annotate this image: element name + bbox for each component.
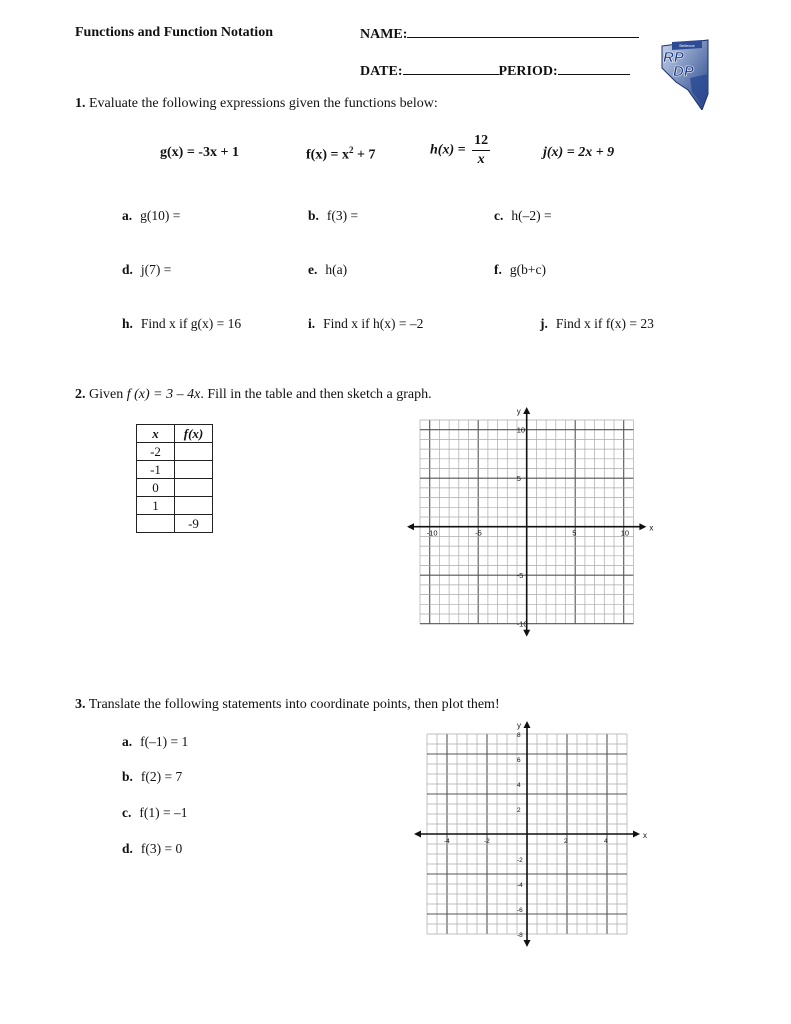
x-axis-arrow-right <box>633 831 640 838</box>
name-label: NAME: <box>360 27 408 42</box>
table-row: -9 <box>137 515 213 533</box>
q3-item-a: a. f(–1) = 1 <box>122 734 189 749</box>
x-axis-arrow-left <box>414 831 421 838</box>
y-tick-label: -6 <box>517 907 523 914</box>
q3-number: 3. <box>75 697 86 712</box>
x-tick-label: -4 <box>444 838 450 845</box>
y-axis-label: y <box>516 407 521 416</box>
x-tick-label: -2 <box>484 838 490 845</box>
date-period-fields <box>360 62 630 80</box>
q1-item-e: e. h(a) <box>308 262 348 277</box>
g-function-def: g(x) = -3x + 1 <box>160 145 239 160</box>
table-row: -1 <box>137 461 213 479</box>
worksheet-title: Functions and Function Notation <box>75 25 273 40</box>
coordinate-grid-q2[interactable] <box>400 398 660 654</box>
coordinate-grid-q3[interactable] <box>410 712 650 950</box>
school-logo <box>658 38 710 110</box>
h-fraction: $\frac{12}{x}$ <box>474 133 489 167</box>
table-header-fx: f(x) <box>175 425 213 443</box>
q2-prompt: 2. Given f (x) = 3 – 4x. Fill in the table and then sketch a graph. <box>75 387 432 402</box>
x-tick-label: -10 <box>426 528 438 538</box>
x-tick-label: 5 <box>572 528 577 538</box>
q2-function: f (x) = 3 – 4x <box>126 387 201 402</box>
x-axis-arrow-right <box>639 523 646 530</box>
y-tick-label: -2 <box>517 857 523 864</box>
q1-item-f: f. g(b+c) <box>494 262 546 277</box>
x-axis-arrow-left <box>407 523 414 530</box>
q1-item-a: a. g(10) = <box>122 208 181 223</box>
name-blank[interactable] <box>407 25 639 38</box>
q1-item-d: d. j(7) = <box>122 262 172 277</box>
logo-top-text: RP <box>663 49 684 66</box>
y-tick-label: 10 <box>516 425 526 435</box>
y-axis-arrow-down <box>524 940 531 947</box>
y-tick-label: 5 <box>516 474 521 484</box>
y-tick-label: 2 <box>517 807 521 814</box>
y-tick-label: -4 <box>517 882 523 889</box>
j-function-def: j(x) = 2x + 9 <box>543 145 615 160</box>
date-blank[interactable] <box>403 62 499 75</box>
table-row: -2 <box>137 443 213 461</box>
period-blank[interactable] <box>558 62 630 75</box>
q3-item-b: b. f(2) = 7 <box>122 769 183 784</box>
logo-bottom-text: DP <box>673 63 694 80</box>
q3-item-c: c. f(1) = –1 <box>122 805 188 820</box>
h-function-def: h(x) = $\frac{12}{x}$ <box>430 133 489 167</box>
q1-prompt: 1. Evaluate the following expressions given the functions below: <box>75 96 438 111</box>
table-header-row <box>137 425 213 443</box>
table-row: 0 <box>137 479 213 497</box>
period-label: PERIOD: <box>498 64 558 79</box>
table-header-x: x <box>137 425 175 443</box>
logo-small-text: Bellevue <box>679 43 695 48</box>
date-label: DATE: <box>360 64 403 79</box>
y-tick-label: -10 <box>516 619 528 629</box>
y-tick-label: -5 <box>516 571 524 581</box>
q1-item-c: c. h(–2) = <box>494 208 552 223</box>
q1-item-h: h. Find x if g(x) = 16 <box>122 316 242 331</box>
f-function-def: $f(x) = x^2 + 7$ <box>306 145 376 163</box>
y-tick-label: -8 <box>517 932 523 939</box>
table-row: 1 <box>137 497 213 515</box>
x-axis-label: x <box>649 523 654 533</box>
q2-number: 2. <box>75 387 86 402</box>
q3-prompt: 3. Translate the following statements into coordinate points, then plot them! <box>75 697 500 712</box>
y-axis-arrow-up <box>523 407 530 414</box>
q1-item-i: i. Find x if h(x) = –2 <box>308 316 424 331</box>
q3-item-d: d. f(3) = 0 <box>122 841 183 856</box>
function-table <box>136 424 213 533</box>
y-tick-label: 6 <box>517 757 521 764</box>
y-axis-label: y <box>517 721 521 730</box>
x-tick-label: 10 <box>620 528 630 538</box>
y-axis-arrow-down <box>523 630 530 637</box>
x-tick-label: -5 <box>475 528 482 538</box>
y-tick-label: 8 <box>517 732 521 739</box>
x-axis-label: x <box>643 831 647 840</box>
y-axis-arrow-up <box>524 721 531 728</box>
q1-number: 1. <box>75 96 86 111</box>
q1-item-j: j. Find x if f(x) = 23 <box>540 316 654 331</box>
x-tick-label: 4 <box>604 838 608 845</box>
q1-item-b: b. f(3) = <box>308 208 359 223</box>
y-tick-label: 4 <box>517 782 521 789</box>
name-field[interactable] <box>360 25 639 43</box>
x-tick-label: 2 <box>564 838 568 845</box>
